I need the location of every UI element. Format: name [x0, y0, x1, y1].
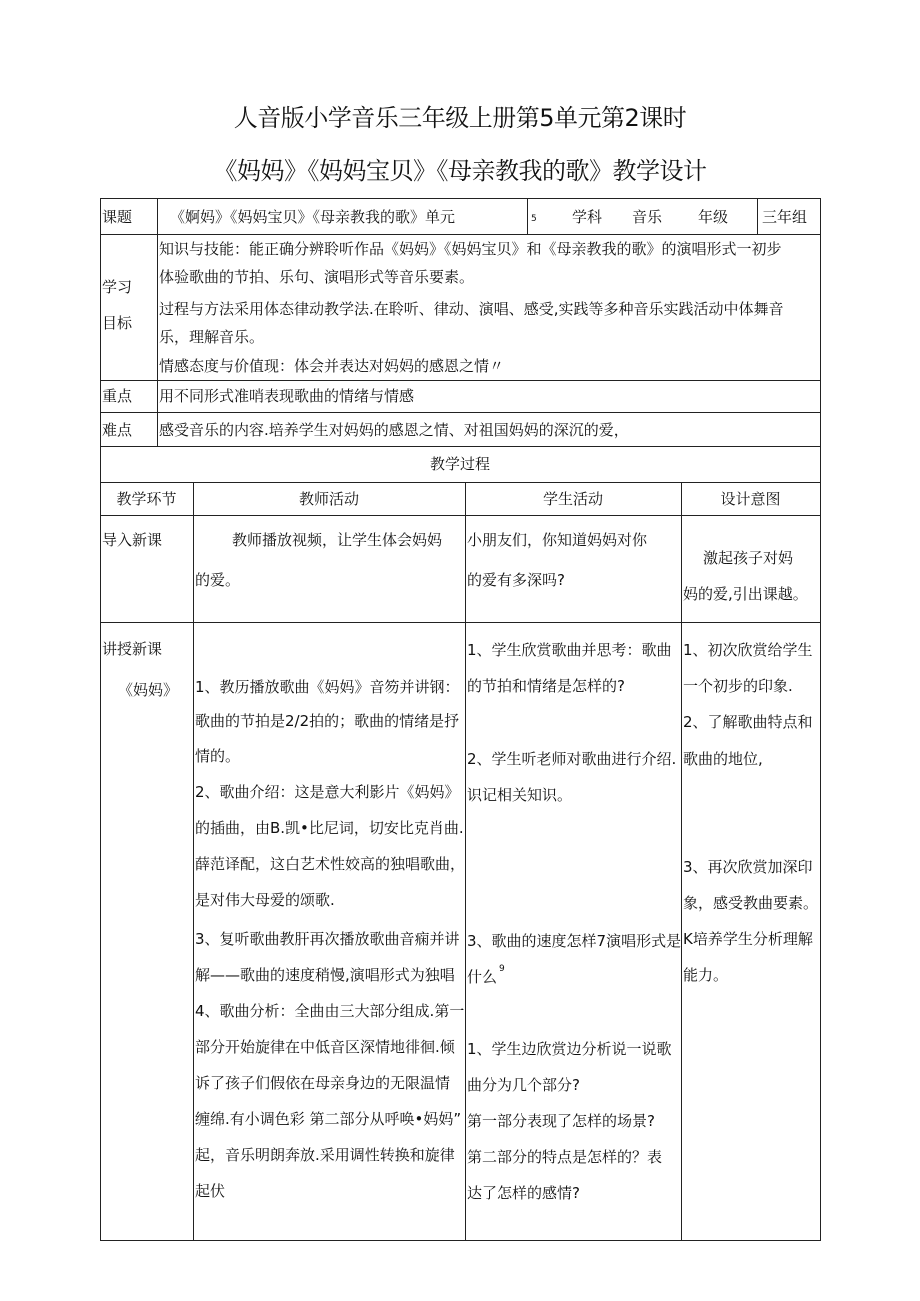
lecture-student-line: 什么: [467, 968, 498, 986]
lecture-student-mark: 9: [499, 964, 505, 974]
lecture-teacher-line: 3、复听歌曲教肝再次播放歌曲音痫并讲: [195, 930, 460, 948]
lecture-teacher-line: 部分开始旋律在中低音区深情地徘徊.倾: [195, 1038, 455, 1056]
lecture-intent-line: 象，感受教曲要素。: [683, 894, 819, 912]
lecture-teacher-line: 起伏: [195, 1182, 226, 1200]
intro-intent-line: 妈的爱,引出课越。: [683, 585, 808, 603]
goals-line: 情感态度与价值现：体会并表达对妈妈的感恩之情〃: [159, 357, 505, 375]
lecture-intent-line: 2、了解歌曲特点和: [683, 713, 813, 731]
goals-label-line2: 目标: [102, 314, 133, 332]
lecture-teacher-line: 是对伟大母爱的颂歌.: [195, 891, 335, 909]
lecture-intent-line: 3、再次欣赏加深印: [683, 858, 813, 876]
goals-label-line1: 学习: [102, 278, 133, 296]
document-title-line2: 《妈妈》《妈妈宝贝》《母亲教我的歌》教学设计: [213, 157, 707, 185]
lecture-student-line: 1、学生欣赏歌曲并思考：歌曲: [467, 641, 672, 659]
lecture-teacher-line: 4、歌曲分析：全曲由三大部分组成.第一: [195, 1002, 465, 1020]
lecture-student-line: 2、学生听老师对歌曲进行介绍.: [467, 750, 677, 768]
goals-line: 知识与技能：能正确分辨聆听作品《妈妈》《妈妈宝贝》和《母亲教我的歌》的演唱形式一初步: [159, 240, 782, 258]
process-title: 教学过程: [429, 455, 490, 473]
intro-stage: 导入新课: [102, 531, 163, 549]
lecture-intent-line: K培养学生分析理解: [683, 930, 813, 948]
lecture-intent-line: 一个初步的印象.: [683, 677, 793, 695]
header-teacher: 教师活动: [298, 490, 359, 508]
difficulty-text: 感受音乐的内容.培养学生对妈妈的感恩之情、对祖国妈妈的深沉的爱，: [159, 421, 629, 439]
topic-label: 课题: [102, 208, 133, 226]
intro-intent-line: 激起孩子对妈: [703, 549, 794, 567]
lecture-teacher-line: 1、教历播放歌曲《妈妈》音笏并讲钢：: [195, 678, 460, 696]
lecture-student-line: 的节拍和情绪是怎样的?: [467, 677, 625, 695]
lecture-teacher-line: 的插曲，由B.凯•比尼词，切安比克肖曲.: [195, 819, 464, 837]
lecture-intent-line: 1、初次欣赏给学生: [683, 641, 813, 659]
lecture-teacher-line: 薛范译配，这白艺术性姣高的独唱歌曲，: [195, 855, 466, 873]
subject-label: 学科: [572, 208, 603, 226]
header-stage: 教学环节: [116, 490, 177, 508]
key-point-text: 用不同形式准哨表现歌曲的情绪与情感: [159, 387, 415, 405]
lecture-teacher-line: 歌曲的节拍是2/2拍的；歌曲的情绪是抒: [195, 712, 460, 730]
lecture-student-line: 达了怎样的感情?: [467, 1184, 580, 1202]
lecture-stage-line1: 讲授新课: [102, 640, 163, 658]
grade-value: 三年组: [762, 208, 808, 226]
goals-line: 过程与方法采用体态律动教学法.在聆听、律动、演唱、感受,实践等多种音乐实践活动中体舞音: [159, 300, 784, 318]
lecture-student-line: 第二部分的特点是怎样的？表: [467, 1148, 663, 1166]
lecture-teacher-line: 起，音乐明朗奔放.采用调性转换和旋律: [195, 1146, 455, 1164]
subject-value: 音乐: [632, 208, 663, 226]
lecture-student-line: 识记相关知识。: [467, 786, 573, 804]
topic-mark: 5: [531, 214, 537, 224]
lecture-intent-line: 歌曲的地位,: [683, 750, 763, 768]
lecture-intent-line: 能力。: [683, 966, 729, 984]
lecture-teacher-line: 情的。: [195, 747, 241, 765]
goals-line: 体验歌曲的节拍、乐句、演唱形式等音乐要素。: [159, 268, 475, 286]
lecture-student-line: 3、歌曲的速度怎样7演唱形式是: [467, 932, 682, 950]
topic-value: 《婀妈》《妈妈宝贝》《母亲教我的歌》单元: [170, 208, 456, 226]
key-point-label: 重点: [102, 387, 133, 405]
intro-student-line: 小朋友们，你知道妈妈对你: [467, 531, 648, 549]
grade-label: 年级: [698, 208, 729, 226]
document-title-line1: 人音版小学音乐三年级上册第5单元第2课时: [233, 104, 687, 132]
header-student: 学生活动: [542, 490, 603, 508]
lecture-teacher-line: 缠绵.有小调色彩 第二部分从呼唤•妈妈”: [195, 1110, 462, 1128]
lecture-teacher-line: 诉了孩子们假依在母亲身边的无限温情: [195, 1074, 451, 1092]
lecture-student-line: 曲分为几个部分?: [467, 1076, 580, 1094]
lecture-teacher-line: 2、歌曲介绍：这是意大利影片《妈妈》: [195, 783, 460, 801]
intro-student-line: 的爱有多深吗?: [467, 571, 565, 589]
intro-teacher-line: 教师播放视频，让学生体会妈妈: [232, 531, 443, 549]
intro-teacher-line: 的爱。: [195, 571, 241, 589]
difficulty-label: 难点: [102, 421, 133, 439]
goals-line: 乐，理解音乐。: [159, 328, 265, 346]
lecture-student-line: 1、学生边欣赏边分析说一说歌: [467, 1040, 672, 1058]
lecture-stage-line2: 《妈妈》: [118, 681, 179, 699]
lecture-teacher-line: 解——歌曲的速度稍慢,演唱形式为独唱: [195, 966, 455, 984]
lecture-student-line: 第一部分表现了怎样的场景?: [467, 1112, 655, 1130]
header-intent: 设计意图: [720, 490, 781, 508]
